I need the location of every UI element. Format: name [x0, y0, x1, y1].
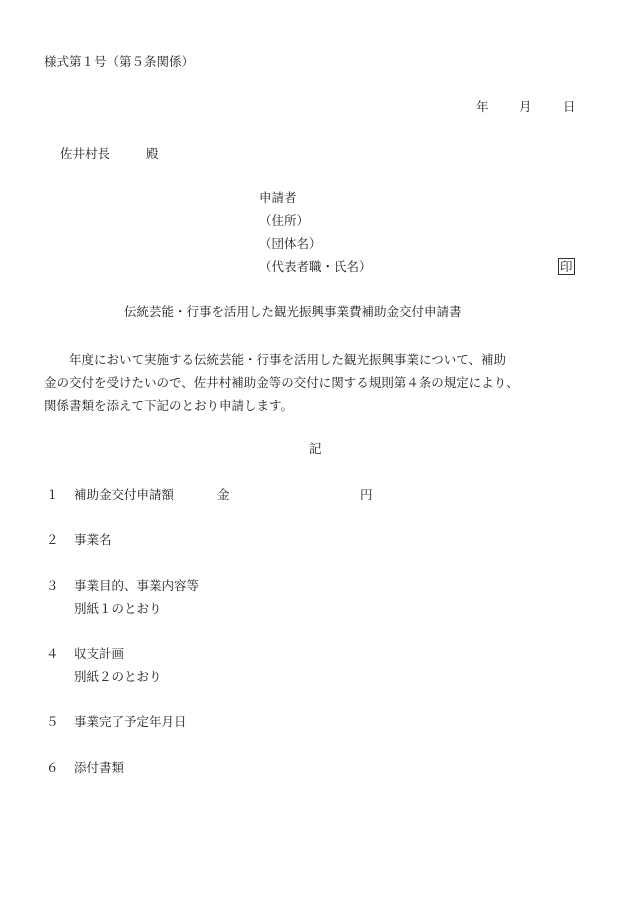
- item-number: ４: [46, 646, 59, 661]
- applicant-representative: （代表者職・氏名）: [259, 259, 372, 274]
- amount-prefix: 金: [217, 487, 230, 502]
- seal-mark: 印: [560, 259, 573, 274]
- amount-unit: 円: [360, 487, 373, 502]
- date-year: 年: [476, 99, 489, 114]
- item-label: 添付書類: [74, 760, 125, 775]
- item-label: 事業名: [74, 532, 112, 547]
- item-number: ２: [46, 532, 59, 547]
- body-line-3: 関係書類を添えて下記のとおり申請します。: [44, 398, 294, 413]
- item-label: 補助金交付申請額: [74, 487, 175, 502]
- form-number: 様式第１号（第５条関係）: [44, 54, 195, 69]
- item-label: 事業目的、事業内容等: [74, 578, 200, 593]
- body-line-2: 金の交付を受けたいので、佐井村補助金等の交付に関する規則第４条の規定により、: [44, 375, 519, 390]
- body-line-1: 年度において実施する伝統芸能・行事を活用した観光振興事業について、補助: [44, 352, 507, 367]
- applicant-address: （住所）: [259, 213, 310, 228]
- item-number: １: [46, 487, 59, 502]
- date-day: 日: [563, 99, 576, 114]
- item-number: ３: [46, 578, 59, 593]
- addressee-honorific: 殿: [146, 146, 159, 161]
- applicant-group-name: （団体名）: [259, 236, 322, 251]
- item-note: 別紙１のとおり: [74, 601, 162, 616]
- item-note: 別紙２のとおり: [74, 669, 162, 684]
- item-number: ５: [46, 714, 59, 729]
- date-month: 月: [519, 99, 532, 114]
- addressee-name: 佐井村長: [60, 146, 111, 161]
- item-number: ６: [46, 760, 59, 775]
- applicant-label: 申請者: [259, 190, 297, 205]
- ki-heading: 記: [309, 441, 322, 456]
- body-paragraph: [44, 348, 589, 417]
- item-label: 収支計画: [74, 646, 125, 661]
- document-title: 伝統芸能・行事を活用した観光振興事業費補助金交付申請書: [124, 304, 462, 319]
- item-label: 事業完了予定年月日: [74, 714, 187, 729]
